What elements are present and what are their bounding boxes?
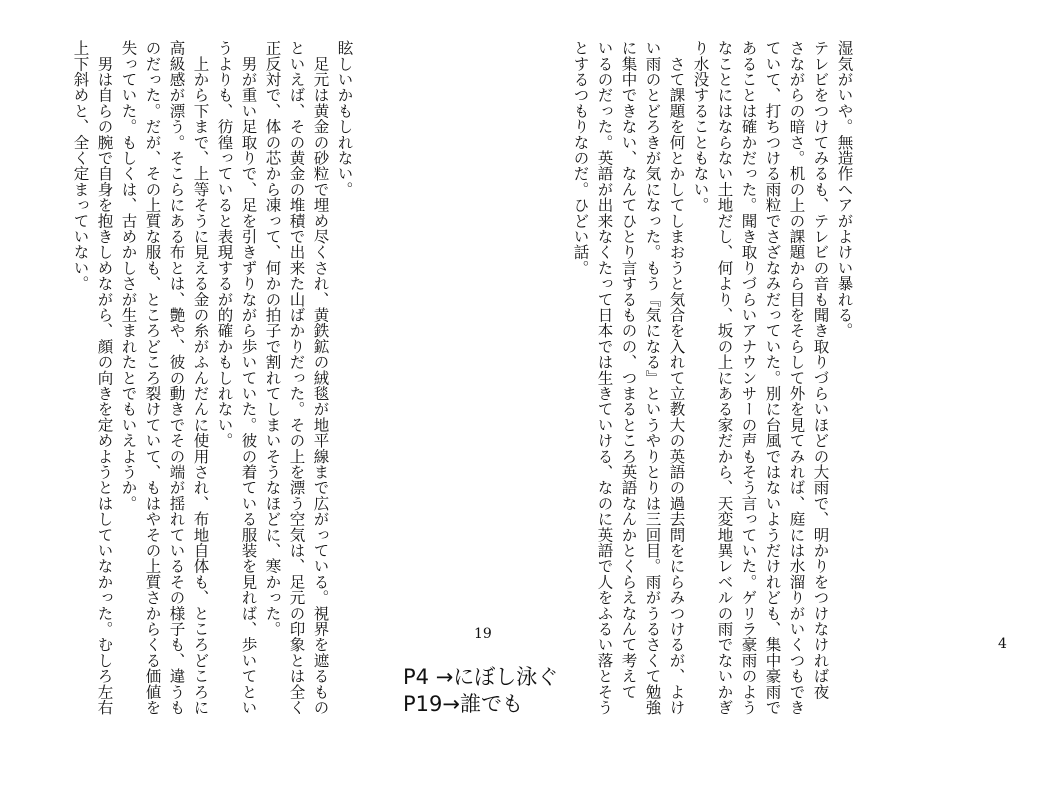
text-line: といえば、その黄金の堆積で出来た山ばかりだった。その上を漂う空気は、足元の印象とは全く [287, 40, 306, 716]
text-line: 上から下まで、上等そうに見える金の糸がふんだんに使用され、布地自体も、ところどころに [191, 40, 210, 716]
text-line: 眩しいかもしれない。 [335, 40, 354, 197]
text-line: のだった。だが、その上質な服も、ところどころ裂けていて、もはやその上質さからくる価値を [143, 40, 162, 716]
text-line: に集中できない、なんてひとり言するものの、つまるところ英語なんかとくらえなんて考えて [619, 40, 638, 700]
right-page [520, 0, 1038, 716]
page-number: 19 [474, 626, 492, 642]
text-line: とするつもりなのだ。ひどい話。 [571, 40, 590, 276]
text-line: り水没することもない。 [691, 40, 710, 213]
text-line: 男は自らの腕で自身を抱きしめながら、顔の向きを定めようとはしていなかった。むしろ左右 [95, 40, 114, 716]
text-line: 正反対で、体の芯から凍って、何かの拍子で割れてしまいそうなほどに、寒かった。 [263, 40, 282, 637]
text-line: さながらの暗さ。机の上の課題から目をそらして外を見てみれば、庭には水溜りがいくつもでき [787, 40, 806, 716]
text-line: 失っていた。もしくは、古めかしさが生まれたとでもいえようか。 [119, 40, 138, 511]
text-line: うよりも、彷徨っていると表現するが的確かもしれない。 [215, 40, 234, 449]
text-line: なことにはならない土地だし、何より、坂の上にある家だから、天変地異レベルの雨でないかぎ [715, 40, 734, 716]
text-line: 男が重い足取りで、足を引きずりながら歩いていた。彼の着ている服装を見れば、歩いてとい [239, 40, 258, 716]
text-line: あることは確かだった。聞き取りづらいアナウンサーの声もそう言っていた。ゲリラ豪雨のよう [739, 40, 758, 716]
text-line: 足元は黄金の砂粒で埋め尽くされ、黄鉄鉱の絨毯が地平線まで広がっている。視界を遮るもの [311, 40, 330, 716]
text-line: さて課題を何とかしてしまおうと気合を入れて立教大の英語の過去問をにらみつけるが、よけ [667, 40, 686, 716]
note-line-p19: P19→誰でも [403, 692, 523, 716]
page-notes [403, 664, 558, 718]
text-line: 上下斜めと、全く定まっていない。 [71, 40, 90, 292]
text-line: 高級感が漂う。そこらにある布とは、艶や、彼の動きでその端が揺れているその様子も、違うも [167, 40, 186, 716]
text-line: いるのだった。英語が出来なくたって日本では生きていける、なのに英語で人をふるい落とそう [595, 40, 614, 716]
text-line: テレビをつけてみるも、テレビの音も聞き取りづらいほどの大雨で、明かりをつけなければ夜 [811, 40, 830, 700]
page-number: 4 [998, 636, 1007, 652]
text-line: い雨のとどろきが気になった。もう『気になる』というやりとりは三回目。雨がうるさくて勉強 [643, 40, 662, 716]
text-line: 湿気がいや。無造作ヘアがよけい暴れる。 [835, 40, 854, 339]
note-line-p4: P4 →にぼし泳ぐ [403, 665, 559, 689]
text-line: ていて、打ちつける雨粒でさざなみだっていた。別に台風ではないようだけれども、集中豪雨で [763, 40, 782, 716]
